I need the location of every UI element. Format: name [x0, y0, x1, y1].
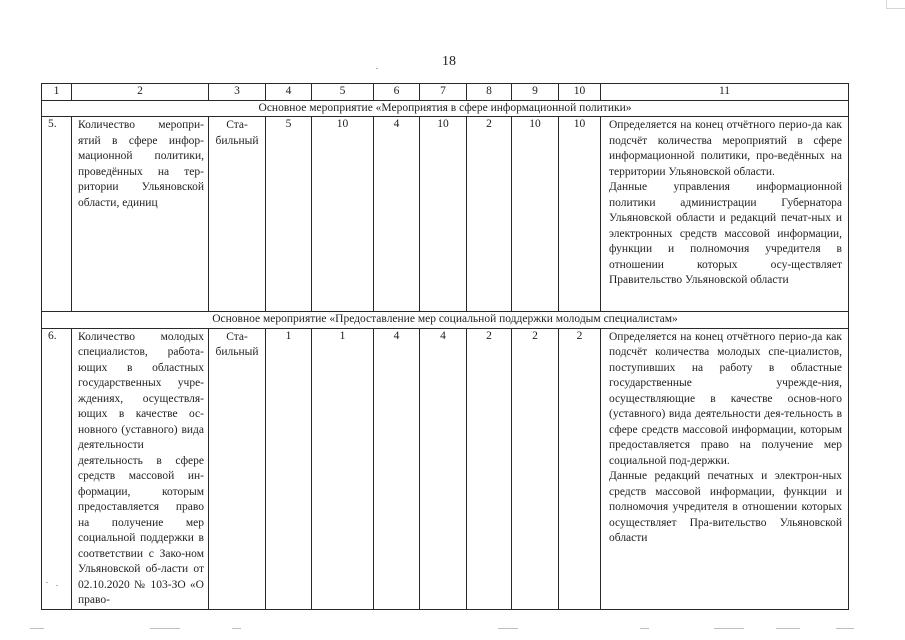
- value-cell: 5: [266, 117, 312, 312]
- column-number: 11: [601, 84, 849, 101]
- section-heading-row: [42, 100, 849, 117]
- scan-speck: [56, 585, 58, 586]
- section-title: Основное мероприятие «Мероприятия в сфере информационной политики»: [42, 100, 849, 117]
- value-cell: 2: [467, 117, 512, 312]
- scan-artifact-line: [640, 628, 649, 629]
- scan-artifact-line: [150, 628, 180, 629]
- column-number: 7: [420, 84, 467, 101]
- indicator-name: Количество молодых специалистов, работа-ющих в областных государственных учре-ждениях, осуществля-ющих в качестве ос-новного (уставного) вида деятельности деятельность в сфере средств массовой ин-формации, которым предоставляется право на получение мер социальной поддержки в соответствии с Зако-ном Ульяновской об-ласти от 02.10.2020 № 103-ЗО «О право-: [72, 328, 209, 609]
- value-cell: 1: [312, 328, 374, 609]
- scan-artifact-line: [498, 628, 518, 629]
- column-number-row: [42, 84, 849, 101]
- value-cell: 1: [266, 328, 312, 609]
- indicator-type: Ста-бильный: [209, 117, 266, 312]
- column-number: 6: [374, 84, 420, 101]
- value-cell: 4: [420, 328, 467, 609]
- value-cell: 2: [512, 328, 559, 609]
- value-cell: 2: [559, 328, 601, 609]
- scan-speck: [46, 582, 48, 583]
- table-row: [42, 117, 849, 312]
- column-number: 1: [42, 84, 72, 101]
- indicator-name: Количество меропри-ятий в сфере инфор-мационной политики, проведённых на тер-ритории Ульяновской области, единиц: [72, 117, 209, 312]
- scan-artifact-line: [776, 628, 800, 629]
- scan-speck: [376, 68, 378, 69]
- scan-artifact-line: [232, 628, 241, 629]
- page-corner-mark: [886, 0, 905, 9]
- scan-artifact-line: [836, 628, 854, 629]
- column-number: 9: [512, 84, 559, 101]
- column-number: 10: [559, 84, 601, 101]
- column-number: 5: [312, 84, 374, 101]
- section-heading-row: [42, 312, 849, 329]
- column-number: 2: [72, 84, 209, 101]
- row-index: 5.: [42, 117, 72, 312]
- scan-artifact-line: [30, 628, 44, 629]
- column-number: 3: [209, 84, 266, 101]
- section-title: Основное мероприятие «Предоставление мер социальной поддержки молодым специалистам»: [42, 312, 849, 329]
- page-number: 18: [442, 54, 456, 69]
- calculation-method: [601, 328, 849, 609]
- value-cell: 10: [559, 117, 601, 312]
- table-row: [42, 328, 849, 609]
- indicator-type: Ста-бильный: [209, 328, 266, 609]
- scan-artifact-line: [714, 628, 744, 629]
- method-text: Определяется на конец отчётного перио-да как подсчёт количества молодых спе-циалистов, поступивших на работу в областные государственные учрежде-ния, осуществляющие в качестве основ-ного (уставного) вида деятельности дея-тельность в сфере средств массовой информации, которым предоставляется право на получение мер социальной под-держки.: [609, 330, 842, 467]
- value-cell: 10: [512, 117, 559, 312]
- value-cell: 10: [312, 117, 374, 312]
- indicator-table: [41, 83, 849, 610]
- column-number: 8: [467, 84, 512, 101]
- method-text: Определяется на конец отчётного перио-да как подсчёт количества мероприятий в сфере информационной политики, про-ведённых на территории Ульяновской области.: [609, 119, 842, 178]
- value-cell: 4: [374, 117, 420, 312]
- column-number: 4: [266, 84, 312, 101]
- value-cell: 4: [374, 328, 420, 609]
- value-cell: 2: [467, 328, 512, 609]
- row-index: 6.: [42, 328, 72, 609]
- data-source-text: Данные управления информационной политики администрации Губернатора Ульяновской области и редакций печат-ных и электронных средств массовой информации, функции и полномочия учредителя в отношении которых осу-ществляет Правительство Ульяновской области: [609, 181, 842, 286]
- data-source-text: Данные редакций печатных и электрон-ных средств массовой информации, функции и полномочия учредителя в отношении которых осуществляет Пра-вительство Ульяновской области: [609, 470, 842, 544]
- calculation-method: [601, 117, 849, 312]
- value-cell: 10: [420, 117, 467, 312]
